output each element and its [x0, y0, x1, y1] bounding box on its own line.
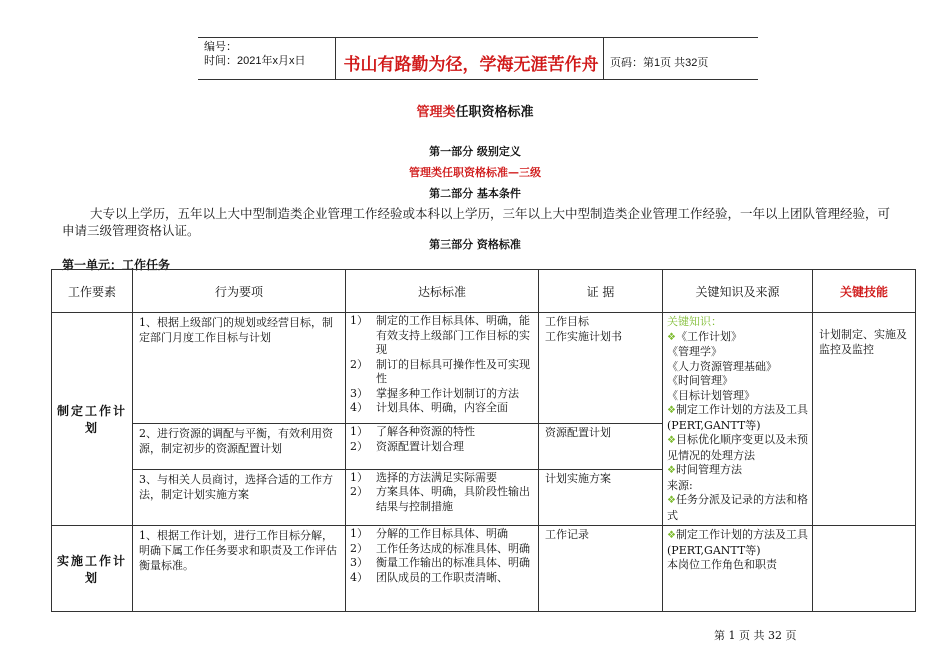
standard-item: 2） 工作任务达成的标准具体、明确	[350, 541, 530, 555]
skills-cell	[813, 526, 916, 612]
section-part2: 第二部分 基本条件	[429, 187, 521, 200]
behavior-cell: 3、与相关人员商讨，选择合适的工作方法，制定计划实施方案	[133, 469, 346, 525]
basic-conditions-paragraph: 大专以上学历，五年以上大中型制造类企业管理工作经验或本科以上学历，三年以上大中型制造类企业管理工作经验，一年以上团队管理经验，可申请三级管理资格认证。	[62, 206, 891, 238]
header-standard: 达标标准	[346, 270, 539, 313]
knowledge-title: 关键知识：	[667, 315, 722, 328]
diamond-bullet-icon: ❖	[667, 495, 676, 506]
header-knowledge: 关键知识及来源	[663, 270, 813, 313]
page-footer: 第 1 页 共 32 页	[714, 629, 797, 642]
evidence-item: 工作目标	[545, 315, 589, 328]
diamond-bullet-icon: ❖	[667, 405, 676, 416]
header-meta	[204, 40, 305, 68]
standard-item: 2） 制订的目标具可操作性及可实现性	[350, 357, 530, 385]
work-element-plan: 制定工作计划	[52, 313, 133, 526]
section-level-title: 管理类任职资格标准—三级	[409, 166, 541, 179]
skills-cell: 计划制定、实施及监控及监控	[813, 313, 916, 526]
standard-item: 1） 制定的工作目标具体、明确，能有效支持上级部门工作目标的实现	[350, 314, 530, 356]
standard-item: 4） 团队成员的工作职责清晰、	[350, 570, 508, 584]
diamond-bullet-icon: ❖	[667, 435, 676, 446]
evidence-cell	[539, 526, 663, 612]
evidence-cell	[539, 469, 663, 525]
standard-cell	[346, 424, 539, 470]
evidence-cell	[539, 313, 663, 424]
standard-cell	[346, 526, 539, 612]
standard-cell	[346, 313, 539, 424]
work-element-implement: 实施工作计划	[52, 526, 133, 612]
standard-item: 3） 衡量工作输出的标准具体、明确	[350, 556, 530, 569]
knowledge-item: ❖任务分派及记录的方法和格式	[667, 493, 808, 522]
standard-item: 4） 计划具体、明确，内容全面	[350, 401, 508, 414]
header-divider-left	[335, 37, 336, 79]
knowledge-ref: 《管理学》	[667, 345, 722, 358]
header-time-label: 时间：2021年x月x日	[204, 55, 306, 67]
table-row	[52, 313, 916, 424]
header-page-info: 页码：第1页 共32页	[610, 57, 709, 69]
table-header-row	[52, 270, 916, 313]
knowledge-cell	[663, 313, 813, 526]
header-skills: 关键技能	[813, 270, 916, 313]
header-divider-right	[603, 37, 604, 79]
standard-item: 1） 了解各种资源的特性	[350, 425, 475, 438]
evidence-cell	[539, 424, 663, 470]
knowledge-item: ❖目标优化顺序变更以及未预见情况的处理方法	[667, 433, 808, 462]
standard-item: 1） 选择的方法满足实际需要	[350, 470, 497, 484]
standard-item: 1） 分解的工作目标具体、明确	[350, 527, 508, 540]
knowledge-ref: 《目标计划管理》	[667, 388, 755, 402]
document-title-red: 管理类	[416, 105, 456, 120]
section-part3: 第三部分 资格标准	[429, 238, 521, 251]
knowledge-cell	[663, 526, 813, 612]
standard-cell	[346, 469, 539, 525]
header-motto: 书山有路勤为径，学海无涯苦作舟	[343, 55, 599, 75]
behavior-cell: 2、进行资源的调配与平衡，有效利用资源，制定初步的资源配置计划	[133, 424, 346, 470]
behavior-cell: 1、根据上级部门的规划或经营目标，制定部门月度工作目标与计划	[133, 313, 346, 424]
knowledge-ref: 《时间管理》	[667, 374, 733, 387]
diamond-bullet-icon: ❖	[667, 530, 676, 541]
section-part1: 第一部分 级别定义	[429, 145, 521, 158]
knowledge-item: ❖制定工作计划的方法及工具(PERT,GANTT等)	[667, 403, 808, 432]
knowledge-plain: 本岗位工作角色和职责	[667, 558, 777, 571]
evidence-item: 资源配置计划	[545, 426, 611, 439]
header-bottom-rule	[198, 79, 758, 80]
table-row	[52, 526, 916, 612]
evidence-item: 工作记录	[545, 528, 589, 541]
behavior-cell: 1、根据工作计划，进行工作目标分解，明确下属工作任务要求和职责及工作评估衡量标准。	[133, 526, 346, 612]
header-number-label: 编号：	[204, 41, 237, 53]
header-evidence: 证 据	[539, 270, 663, 313]
knowledge-item: ❖时间管理方法	[667, 463, 742, 476]
knowledge-source-label: 来源:	[667, 478, 693, 492]
evidence-item: 计划实施方案	[545, 471, 611, 485]
unit-title: 第一单元：工作任务	[62, 258, 171, 272]
header-top-rule	[198, 37, 758, 38]
evidence-item: 工作实施计划书	[545, 329, 622, 343]
header-work-element: 工作要素	[52, 270, 133, 313]
standard-item: 2） 方案具体、明确，具阶段性输出结果与控制措施	[350, 485, 530, 513]
standard-item: 3） 掌握多种工作计划制订的方法	[350, 386, 519, 400]
diamond-bullet-icon: ❖	[667, 331, 676, 343]
knowledge-ref: ❖《工作计划》	[667, 329, 742, 343]
standard-item: 2） 资源配置计划合理	[350, 439, 464, 453]
qualification-table	[51, 269, 916, 612]
header-behavior: 行为要项	[133, 270, 346, 313]
diamond-bullet-icon: ❖	[667, 465, 676, 476]
knowledge-ref: 《人力资源管理基础》	[667, 359, 777, 373]
document-title-rest: 任职资格标准	[455, 105, 534, 120]
knowledge-item: ❖制定工作计划的方法及工具(PERT,GANTT等)	[667, 528, 808, 557]
document-title	[0, 101, 950, 120]
